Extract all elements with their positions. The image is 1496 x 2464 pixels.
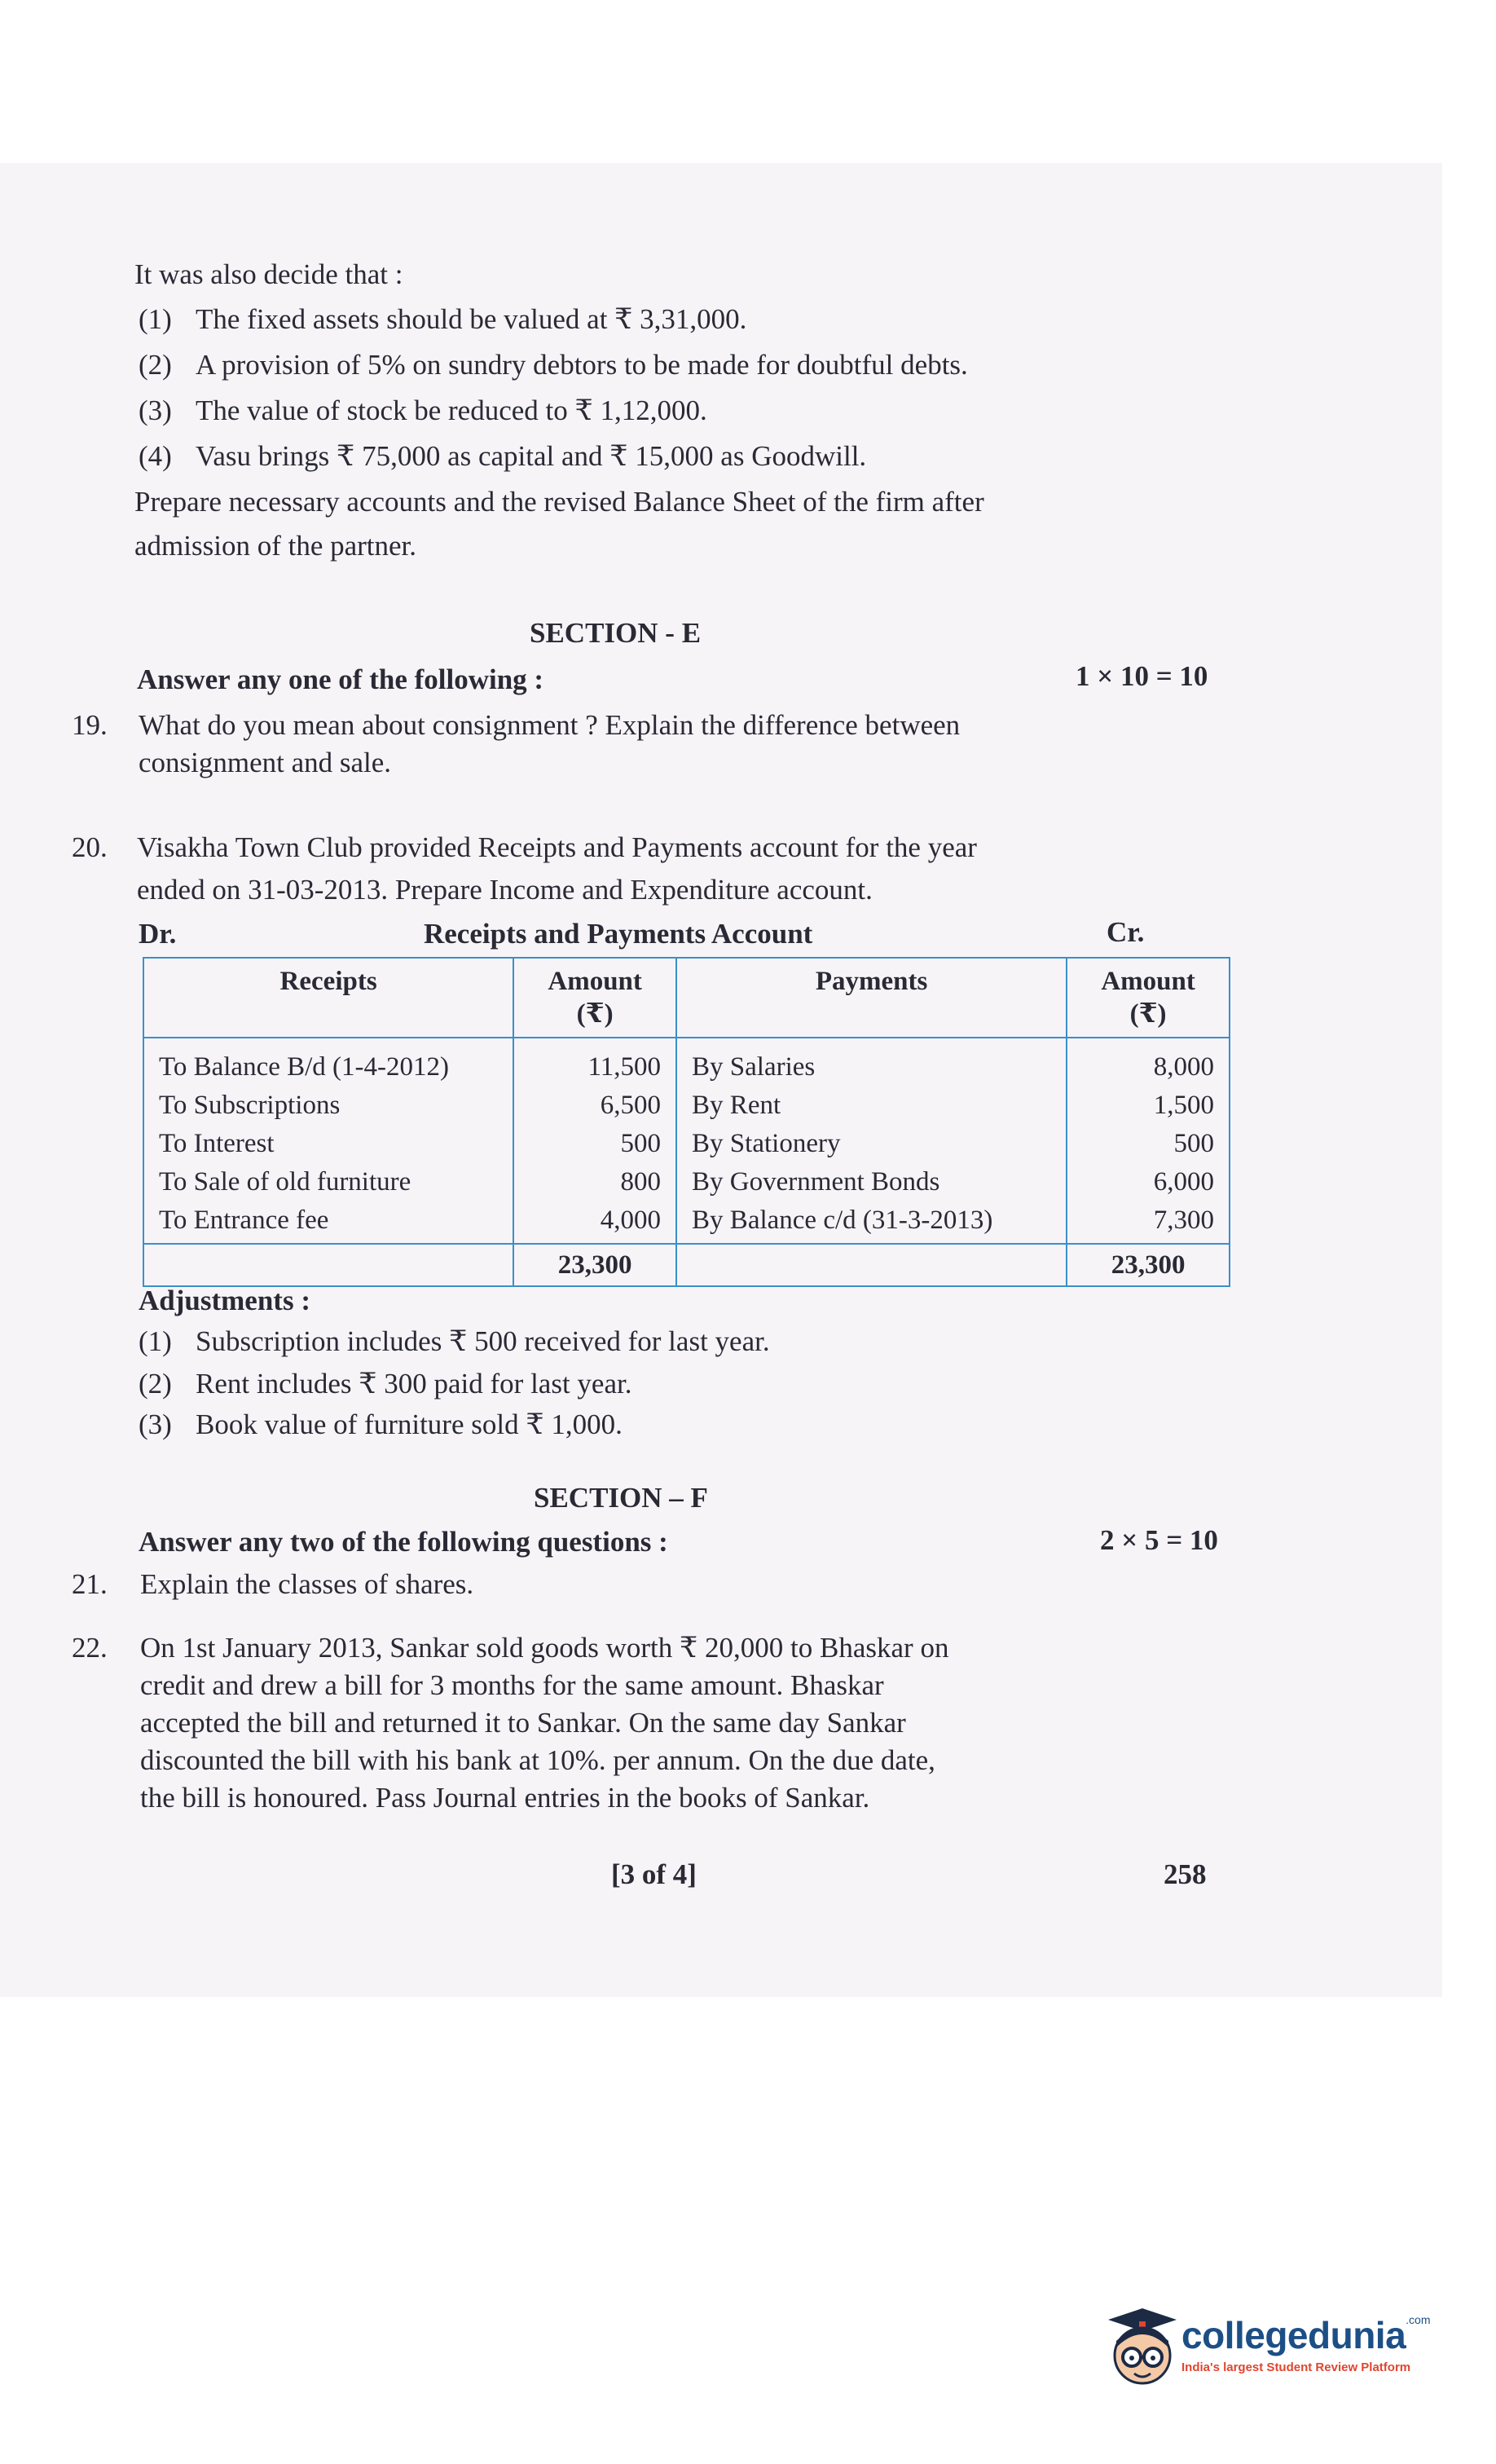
section-e-instruction: Answer any one of the following : <box>137 663 544 695</box>
question-number: 21. <box>72 1568 108 1600</box>
section-f-title: SECTION – F <box>534 1482 708 1514</box>
page-number: [3 of 4] <box>611 1858 697 1890</box>
list-item: (4) Vasu brings ₹ 75,000 as capital and ₹ 15,000 as Goodwill. <box>139 440 867 472</box>
prepare-text: Prepare necessary accounts and the revised Balance Sheet of the firm after <box>134 486 984 518</box>
section-e-marks: 1 × 10 = 10 <box>1076 660 1208 692</box>
header-amount: Amount (₹) <box>513 958 676 1038</box>
question-21-text: Explain the classes of shares. <box>140 1568 474 1600</box>
logo-text <box>1181 2313 1431 2374</box>
debit-label: Dr. <box>139 918 177 950</box>
list-item: (3) The value of stock be reduced to ₹ 1,12,000. <box>139 395 707 426</box>
brand-tagline: India's largest Student Review Platform <box>1181 2360 1411 2374</box>
total-receipts: 23,300 <box>513 1244 676 1286</box>
question-19-text: What do you mean about consignment ? Explain the difference between <box>139 709 961 741</box>
table-header-row <box>143 958 1230 1038</box>
brand-name: collegedunia <box>1181 2314 1406 2356</box>
header-amount: Amount (₹) <box>1067 958 1230 1038</box>
credit-label: Cr. <box>1107 916 1145 948</box>
paper-code: 258 <box>1164 1858 1207 1890</box>
list-item: (2) A provision of 5% on sundry debtors to be made for doubtful debts. <box>139 349 968 381</box>
table-row: To Subscriptions 6,500 By Rent 1,500 <box>143 1087 1230 1125</box>
table-row: To Sale of old furniture 800 By Government Bonds 6,000 <box>143 1163 1230 1201</box>
prepare-text: admission of the partner. <box>134 530 417 562</box>
list-item: (1) Subscription includes ₹ 500 received for last year. <box>139 1325 770 1357</box>
table-row: To Balance B/d (1-4-2012) 11,500 By Salaries 8,000 <box>143 1038 1230 1087</box>
question-20-text: ended on 31-03-2013. Prepare Income and Expenditure account. <box>137 874 873 906</box>
question-19-text: consignment and sale. <box>139 747 392 778</box>
question-number: 22. <box>72 1632 108 1664</box>
question-22-text: On 1st January 2013, Sankar sold goods worth ₹ 20,000 to Bhaskar on <box>140 1632 949 1664</box>
adjustments-title: Adjustments : <box>139 1285 310 1316</box>
section-f-instruction: Answer any two of the following questions : <box>139 1526 668 1558</box>
question-22-text: discounted the bill with his bank at 10%. per annum. On the due date, <box>140 1744 935 1776</box>
table-row: To Interest 500 By Stationery 500 <box>143 1125 1230 1163</box>
list-item: (3) Book value of furniture sold ₹ 1,000. <box>139 1408 623 1440</box>
intro-heading: It was also decide that : <box>134 258 403 290</box>
total-payments: 23,300 <box>1067 1244 1230 1286</box>
section-e-title: SECTION - E <box>530 617 702 649</box>
question-22-text: the bill is honoured. Pass Journal entries in the books of Sankar. <box>140 1782 870 1814</box>
question-number: 19. <box>72 709 108 741</box>
header-receipts: Receipts <box>143 958 513 1038</box>
question-20-text: Visakha Town Club provided Receipts and Payments account for the year <box>137 831 977 863</box>
question-22-text: credit and drew a bill for 3 months for the same amount. Bhaskar <box>140 1669 884 1701</box>
total-row <box>143 1244 1230 1286</box>
question-22-text: accepted the bill and returned it to Sankar. On the same day Sankar <box>140 1707 906 1739</box>
header-payments: Payments <box>676 958 1067 1038</box>
table-row: To Entrance fee 4,000 By Balance c/d (31-3-2013) 7,300 <box>143 1201 1230 1244</box>
mascot-icon <box>1108 2308 1177 2383</box>
list-item: (1) The fixed assets should be valued at ₹ 3,31,000. <box>139 303 747 335</box>
question-number: 20. <box>72 831 108 863</box>
list-item: (2) Rent includes ₹ 300 paid for last year. <box>139 1368 632 1399</box>
brand-suffix: .com <box>1406 2313 1431 2326</box>
section-f-marks: 2 × 5 = 10 <box>1100 1524 1218 1556</box>
account-title: Receipts and Payments Account <box>424 918 813 950</box>
receipts-payments-table <box>143 957 1230 1287</box>
